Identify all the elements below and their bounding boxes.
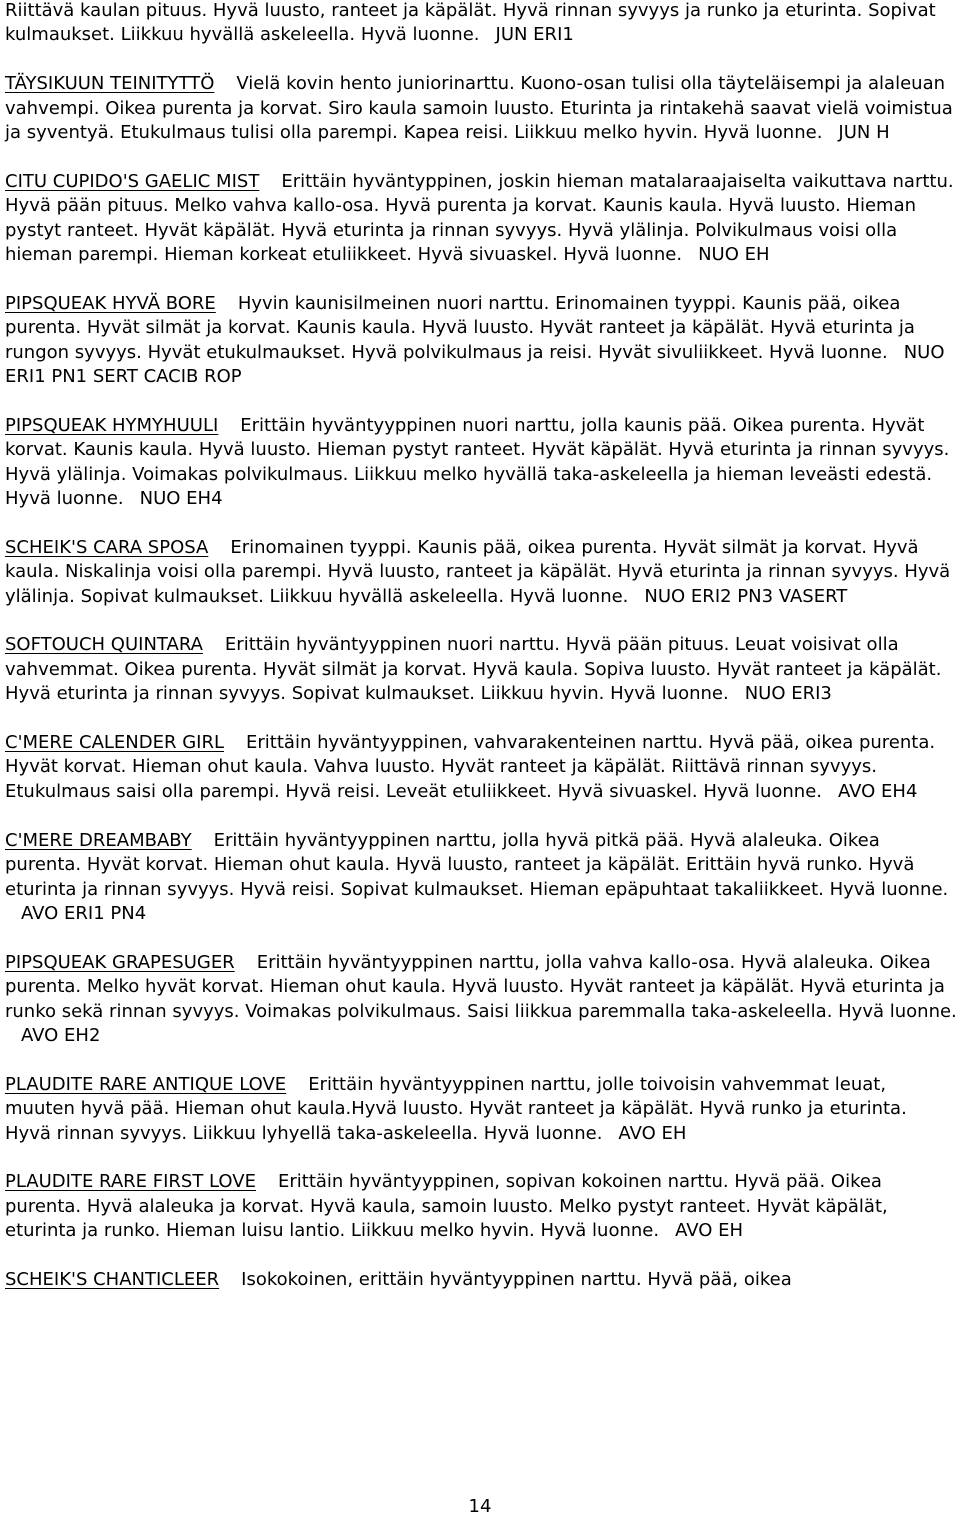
award-result: JUN H [838,122,890,144]
dog-name: PLAUDITE RARE FIRST LOVE [5,1171,256,1193]
document-body [5,0,957,1317]
critique-entry [5,292,957,390]
critique-text: Erittäin hyväntyyppinen, sopivan kokoinen narttu. Hyvä pää. Oikea purenta. Hyvä alaleuka ja korvat. Hyvä kaula, samoin luusto. Melko pystyt ranteet. Hyvät käpälät, eturinta ja runko. Hieman luisu lantio. Liikkuu melko hyvin. Hyvä luonne. [5,1171,888,1242]
dog-name: TÄYSIKUUN TEINITYTTÖ [5,73,215,95]
award-result: NUO EH [698,244,770,266]
award-result: NUO EH4 [139,488,223,510]
critique-text: Riittävä kaulan pituus. Hyvä luusto, ranteet ja käpälät. Hyvä rinnan syvyys ja runko ja eturinta. Sopivat kulmaukset. Liikkuu hyvällä askeleella. Hyvä luonne. [5,0,936,46]
award-result: NUO ERI3 [744,683,832,705]
award-result: AVO EH4 [838,780,918,802]
award-result: AVO ERI1 PN4 [21,902,147,924]
critique-text: Erittäin hyväntyyppinen nuori narttu. Hyvä pään pituus. Leuat voisivat olla vahvemmat. Oikea purenta. Hyvät silmät ja korvat. Hyvä kaula. Sopiva luusto. Hyvät ranteet ja käpälät. Hyvä eturinta ja rinnan syvyys. Sopivat kulmaukset. Liikkuu hyvin. Hyvä luonne. [5,634,942,705]
critique-text: Erittäin hyväntyyppinen narttu, jolla hyvä pitkä pää. Hyvä alaleuka. Oikea purenta. Hyvät korvat. Hieman ohut kaula. Hyvä luusto, ranteet ja käpälät. Erittäin hyvä runko. Hyvä eturinta ja rinnan syvyys. Hyvä reisi. Sopivat kulmaukset. Hieman epäpuhtaat takaliikkeet. Hyvä luonne. [5,829,949,900]
award-result: NUO ERI2 PN3 VASERT [644,585,848,607]
critique-entry [5,633,957,706]
critique-entry [5,1170,957,1243]
critique-entry [5,170,957,268]
critique-entry [5,829,957,927]
award-result: AVO EH2 [21,1024,101,1046]
critique-text: Erittäin hyväntyyppinen narttu, jolla vahva kallo-osa. Hyvä alaleuka. Oikea purenta. Melko hyvät korvat. Hieman ohut kaula. Hyvä luusto. Hyvät ranteet ja käpälät. Hyvä eturinta ja runko sekä rinnan syvyys. Voimakas polvikulmaus. Saisi liikkua paremmalla taka-askeleella. Hyvä luonne. [5,951,957,1022]
page-number: 14 [468,1496,492,1517]
critique-text: Isokokoinen, erittäin hyväntyyppinen narttu. Hyvä pää, oikea [241,1268,792,1290]
dog-name: CITU CUPIDO'S GAELIC MIST [5,170,260,192]
award-result: AVO EH [618,1122,687,1144]
critique-entry [5,731,957,804]
critique-text: Erittäin hyväntyyppinen narttu, jolle toivoisin vahvemmat leuat, muuten hyvä pää. Hieman ohut kaula.Hyvä luusto. Hyvät ranteet ja käpälät. Hyvä runko ja eturinta. Hyvä rinnan syvyys. Liikkuu lyhyellä taka-askeleella. Hyvä luonne. [5,1073,907,1144]
critique-text: Erinomainen tyyppi. Kaunis pää, oikea purenta. Hyvät silmät ja korvat. Hyvä kaula. Niskalinja voisi olla parempi. Hyvä luusto, ranteet ja käpälät. Hyvä eturinta ja rinnan syvyys. Hyvä ylälinja. Sopivat kulmaukset. Liikkuu hyvällä askeleella. Hyvä luonne. [5,536,951,607]
dog-name: SCHEIK'S CHANTICLEER [5,1268,220,1290]
dog-name: SOFTOUCH QUINTARA [5,634,203,656]
dog-name: PIPSQUEAK GRAPESUGER [5,951,235,973]
critique-entry [5,1073,957,1146]
dog-name: C'MERE CALENDER GIRL [5,732,225,754]
critique-text: Hyvin kaunisilmeinen nuori narttu. Erinomainen tyyppi. Kaunis pää, oikea purenta. Hyvät silmät ja korvat. Kaunis kaula. Hyvä luusto. Hyvät ranteet ja käpälät. Hyvä eturinta ja rungon syvyys. Hyvät etukulmaukset. Hyvä polvikulmaus ja reisi. Hyvät sivuliikkeet. Hyvä luonne. [5,292,915,363]
critique-text: Erittäin hyväntyyppinen, vahvarakenteinen narttu. Hyvä pää, oikea purenta. Hyvät korvat. Hieman ohut kaula. Vahva luusto. Hyvät ranteet ja käpälät. Riittävä rinnan syvyys. Etukulmaus saisi olla parempi. Hyvä reisi. Leveät etuliikkeet. Hyvä sivuaskel. Hyvä luonne. [5,732,936,802]
dog-name: C'MERE DREAMBABY [5,829,192,851]
critique-entry [5,1268,957,1292]
critique-entry [5,414,957,512]
critique-entry [5,0,957,48]
award-result: JUN ERI1 [495,24,574,46]
dog-name: SCHEIK'S CARA SPOSA [5,536,209,558]
critique-text: Vielä kovin hento juniorinarttu. Kuono-osan tulisi olla täyteläisempi ja alaleuan vahvempi. Oikea purenta ja korvat. Siro kaula samoin luusto. Eturinta ja rintakehä saavat vielä voimistua ja syventyä. Etukulmaus tulisi olla parempi. Kapea reisi. Liikkuu melko hyvin. Hyvä luonne. [5,73,953,144]
dog-name: PIPSQUEAK HYVÄ BORE [5,292,216,314]
critique-entry [5,951,957,1049]
critique-text: Erittäin hyväntyyppinen nuori narttu, jolla kaunis pää. Oikea purenta. Hyvät korvat. Kaunis kaula. Hyvä luusto. Hieman pystyt ranteet. Hyvät käpälät. Hyvä eturinta ja rinnan syvyys. Hyvä ylälinja. Voimakas polvikulmaus. Liikkuu melko hyvällä taka-askeleella ja hieman leveästi edestä. Hyvä luonne. [5,414,950,510]
dog-name: PLAUDITE RARE ANTIQUE LOVE [5,1073,287,1095]
critique-entry [5,536,957,609]
dog-name: PIPSQUEAK HYMYHUULI [5,414,219,436]
critique-text: Erittäin hyväntyppinen, joskin hieman matalaraajaiselta vaikuttava narttu. Hyvä pään pituus. Melko vahva kallo-osa. Hyvä purenta ja korvat. Kaunis kaula. Hyvä luusto. Hieman pystyt ranteet. Hyvät käpälät. Hyvä eturinta ja rinnan syvyys. Hyvä ylälinja. Polvikulmaus voisi olla hieman parempi. Hieman korkeat etuliikkeet. Hyvä sivuaskel. Hyvä luonne. [5,170,954,266]
critique-entry [5,72,957,145]
award-result: AVO EH [675,1220,744,1242]
award-result: NUO ERI1 PN1 SERT CACIB ROP [5,341,945,388]
